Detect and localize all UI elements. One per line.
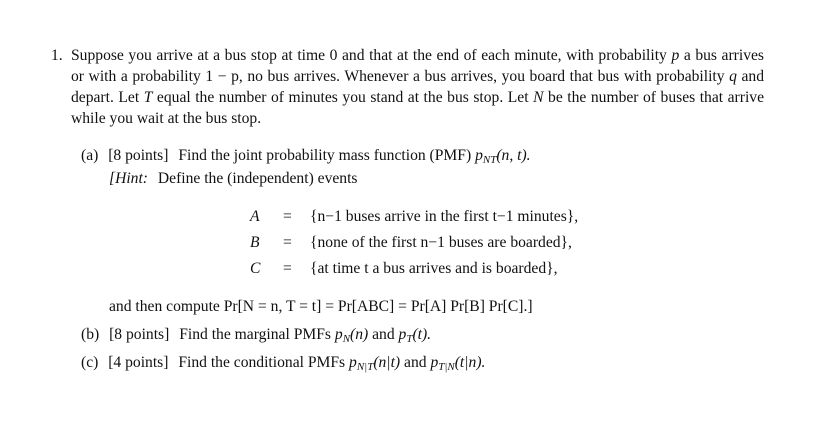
conjunction: and (400, 354, 431, 371)
pmf-subscript: N|T (356, 361, 374, 373)
statement-text: Suppose you arrive at a bus stop at time (71, 47, 330, 64)
statement-text: and that at the end of each minute, with probability (337, 47, 672, 64)
part-b-text: Find the marginal PMFs (179, 326, 335, 343)
pmf-symbol: p (334, 326, 343, 343)
event-lhs: B (250, 234, 260, 251)
part-b (81, 324, 431, 350)
statement-text: , no bus arrives. Whenever a bus arrives, you board that bus with probability (238, 68, 730, 85)
math-one-minus-p: 1 − p (205, 68, 239, 85)
part-c (81, 352, 485, 378)
event-row-c (200, 258, 700, 280)
event-equals: = (283, 234, 292, 251)
problem-number: 1. (51, 47, 63, 64)
pmf-subscript: N (342, 333, 351, 345)
pmf-symbol: p (430, 354, 439, 371)
pmf-symbol: p (349, 354, 357, 371)
math-N: N (533, 89, 544, 106)
event-equals: = (283, 260, 292, 277)
part-a-points: [8 points] (108, 147, 169, 164)
pmf-symbol: p (398, 326, 407, 343)
event-equals: = (283, 208, 292, 225)
event-row-b (200, 232, 700, 254)
hint-line (109, 168, 358, 189)
pmf-subscript: T (406, 333, 413, 345)
part-c-text: Find the conditional PMFs (178, 354, 350, 371)
pmf-subscript: T|N (438, 361, 455, 373)
pmf-args: (t). (412, 326, 432, 343)
part-a-text: Find the joint probability mass function (PMF) (178, 147, 476, 164)
event-definition: {none of the first n−1 buses are boarded}, (310, 234, 572, 251)
pmf-args: (n|t) (373, 354, 401, 371)
problem-statement (71, 45, 764, 129)
statement-text: be the number of buses that arrive while you wait at the bus stop. (71, 89, 764, 127)
event-lhs: C (250, 260, 261, 277)
math-q: q (729, 68, 737, 85)
math-T: T (143, 89, 153, 106)
hint-label: [Hint: (109, 170, 148, 187)
event-lhs: A (250, 208, 260, 225)
conjunction: and (368, 326, 399, 343)
event-definition: {at time t a bus arrives and is boarded}, (310, 260, 558, 277)
part-b-label: (b) (81, 326, 100, 343)
part-c-label: (c) (81, 354, 99, 371)
statement-text: equal the number of minutes you stand at the bus stop. Let (152, 89, 534, 106)
part-b-points: [8 points] (109, 326, 170, 343)
compute-line: and then compute Pr[N = n, T = t] = Pr[ABC] = Pr[A] Pr[B] Pr[C].] (109, 298, 533, 315)
event-definition: {n−1 buses arrive in the first t−1 minutes}, (310, 208, 579, 225)
part-c-points: [4 points] (108, 354, 169, 371)
pmf-args: (t|n). (454, 354, 486, 371)
statement-text: a bus arrives or with a probability (71, 47, 764, 85)
pmf-args: (n, t). (496, 147, 531, 164)
pmf-args: (n) (350, 326, 369, 343)
event-row-a (200, 206, 700, 228)
part-a-label: (a) (81, 147, 99, 164)
pmf-subscript: NT (482, 154, 497, 166)
math-p: p (671, 47, 680, 64)
math-zero: 0 (329, 47, 338, 64)
pmf-symbol: p (475, 147, 483, 164)
statement-text: and depart. Let (71, 68, 765, 106)
hint-text: Define the (independent) events (157, 170, 358, 187)
